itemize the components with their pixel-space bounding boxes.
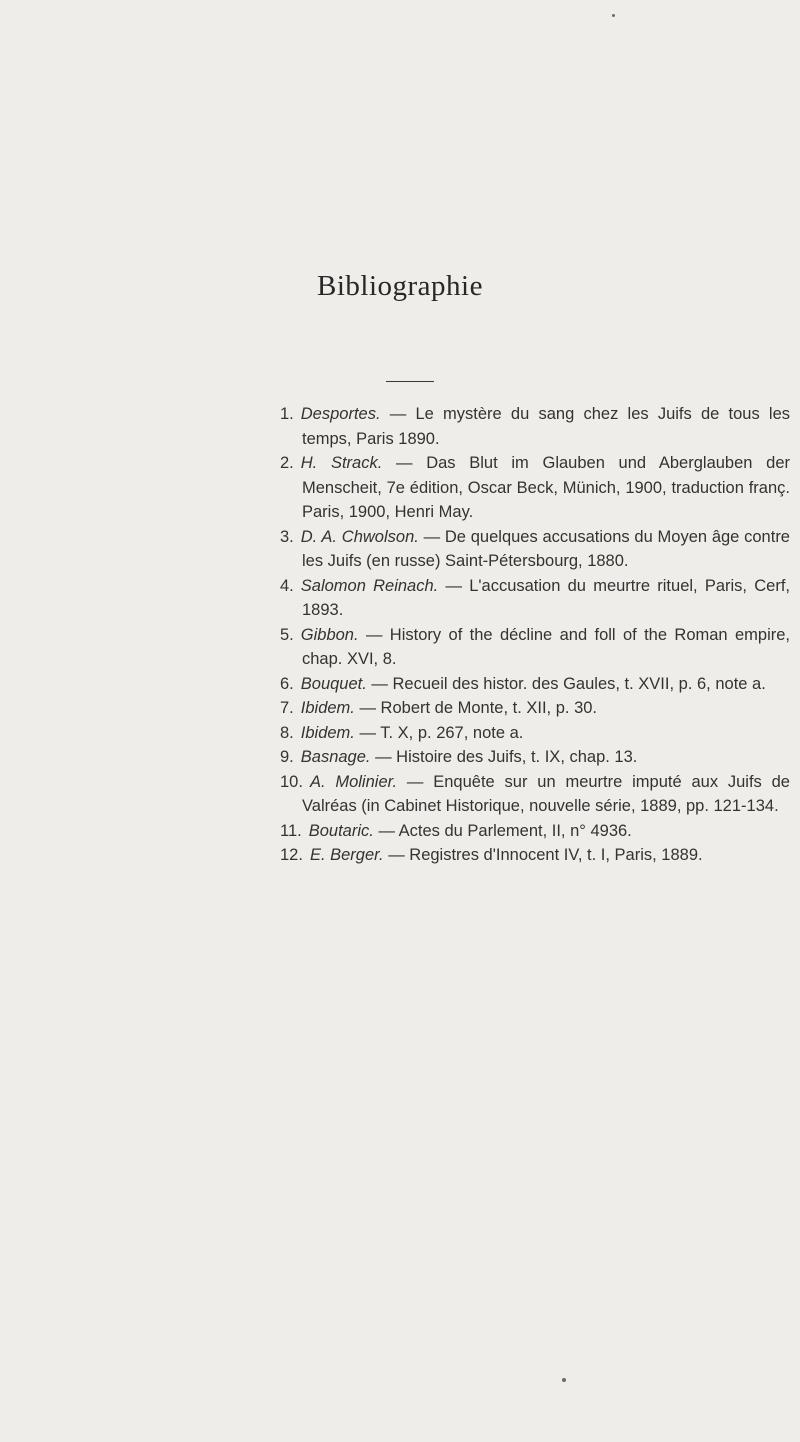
entry-number: 5. bbox=[280, 625, 294, 644]
bibliography-entry bbox=[280, 696, 790, 721]
entry-author: Bouquet. bbox=[300, 674, 367, 693]
print-speck bbox=[612, 14, 615, 17]
entry-number: 12. bbox=[280, 846, 303, 864]
bibliography-entry bbox=[280, 770, 790, 819]
entry-number: 10. bbox=[280, 772, 303, 791]
entry-number: 11. bbox=[280, 821, 302, 840]
entry-text: — T. X, p. 267, note a. bbox=[359, 723, 524, 742]
bibliography-entry bbox=[280, 721, 790, 746]
entry-number: 9. bbox=[280, 748, 294, 766]
entry-number: 4. bbox=[280, 576, 294, 595]
entry-author: A. Molinier. bbox=[309, 772, 398, 791]
entry-author: Boutaric. bbox=[308, 821, 374, 840]
bibliography-entry bbox=[280, 525, 790, 574]
entry-number: 2. bbox=[280, 454, 294, 472]
entry-text: — L'accusation du meurtre rituel, Paris, Cerf, 1893. bbox=[302, 576, 790, 619]
entry-author: D. A. Chwolson. bbox=[300, 527, 419, 546]
entry-text: — De quelques accusations du Moyen âge contre les Juifs (en russe) Saint-Pétersbourg, 1880. bbox=[302, 527, 790, 570]
bibliography-entry bbox=[280, 574, 790, 623]
entry-text: — History of the décline and foll of the Roman empire, chap. XVI, 8. bbox=[302, 625, 790, 668]
bibliography-entry bbox=[280, 402, 790, 451]
entry-number: 6. bbox=[280, 674, 294, 693]
page-title: Bibliographie bbox=[317, 270, 483, 302]
bibliography-list bbox=[280, 402, 790, 868]
bibliography-entry bbox=[280, 819, 790, 844]
entry-text: — Histoire des Juifs, t. IX, chap. 13. bbox=[375, 748, 638, 766]
entry-author: Salomon Reinach. bbox=[300, 576, 439, 595]
entry-author: E. Berger. bbox=[309, 846, 384, 864]
title-divider bbox=[386, 381, 434, 382]
entry-text: — Enquête sur un meurtre imputé aux Juifs de Valréas (in Cabinet Historique, nouvelle série, 1889, pp. 121-134. bbox=[302, 772, 790, 815]
entry-author: Basnage. bbox=[300, 748, 371, 766]
entry-number: 3. bbox=[280, 527, 294, 546]
entry-number: 1. bbox=[280, 405, 294, 423]
entry-text: — Das Blut im Glauben und Aberglauben der Menscheit, 7e édition, Oscar Beck, Münich, 1900, traduction franç. Paris, 1900, Henri May. bbox=[302, 454, 790, 521]
entry-text: — Le mystère du sang chez les Juifs de tous les temps, Paris 1890. bbox=[302, 405, 790, 448]
entry-author: Ibidem. bbox=[300, 723, 355, 742]
entry-author: Desportes. bbox=[300, 405, 381, 423]
entry-number: 7. bbox=[280, 699, 294, 717]
entry-author: H. Strack. bbox=[300, 454, 383, 472]
bibliography-entry bbox=[280, 745, 790, 770]
entry-author: Gibbon. bbox=[300, 625, 359, 644]
bibliography-entry bbox=[280, 451, 790, 525]
bibliography-entry bbox=[280, 672, 790, 697]
entry-text: — Recueil des histor. des Gaules, t. XVII, p. 6, note a. bbox=[371, 674, 766, 693]
entry-author: Ibidem. bbox=[300, 699, 355, 717]
entry-text: — Registres d'Innocent IV, t. I, Paris, 1889. bbox=[388, 846, 703, 864]
print-speck bbox=[562, 1378, 566, 1382]
entry-text: — Robert de Monte, t. XII, p. 30. bbox=[359, 699, 598, 717]
bibliography-entry bbox=[280, 623, 790, 672]
bibliography-entry bbox=[280, 843, 790, 868]
entry-number: 8. bbox=[280, 723, 294, 742]
entry-text: — Actes du Parlement, II, n° 4936. bbox=[378, 821, 632, 840]
